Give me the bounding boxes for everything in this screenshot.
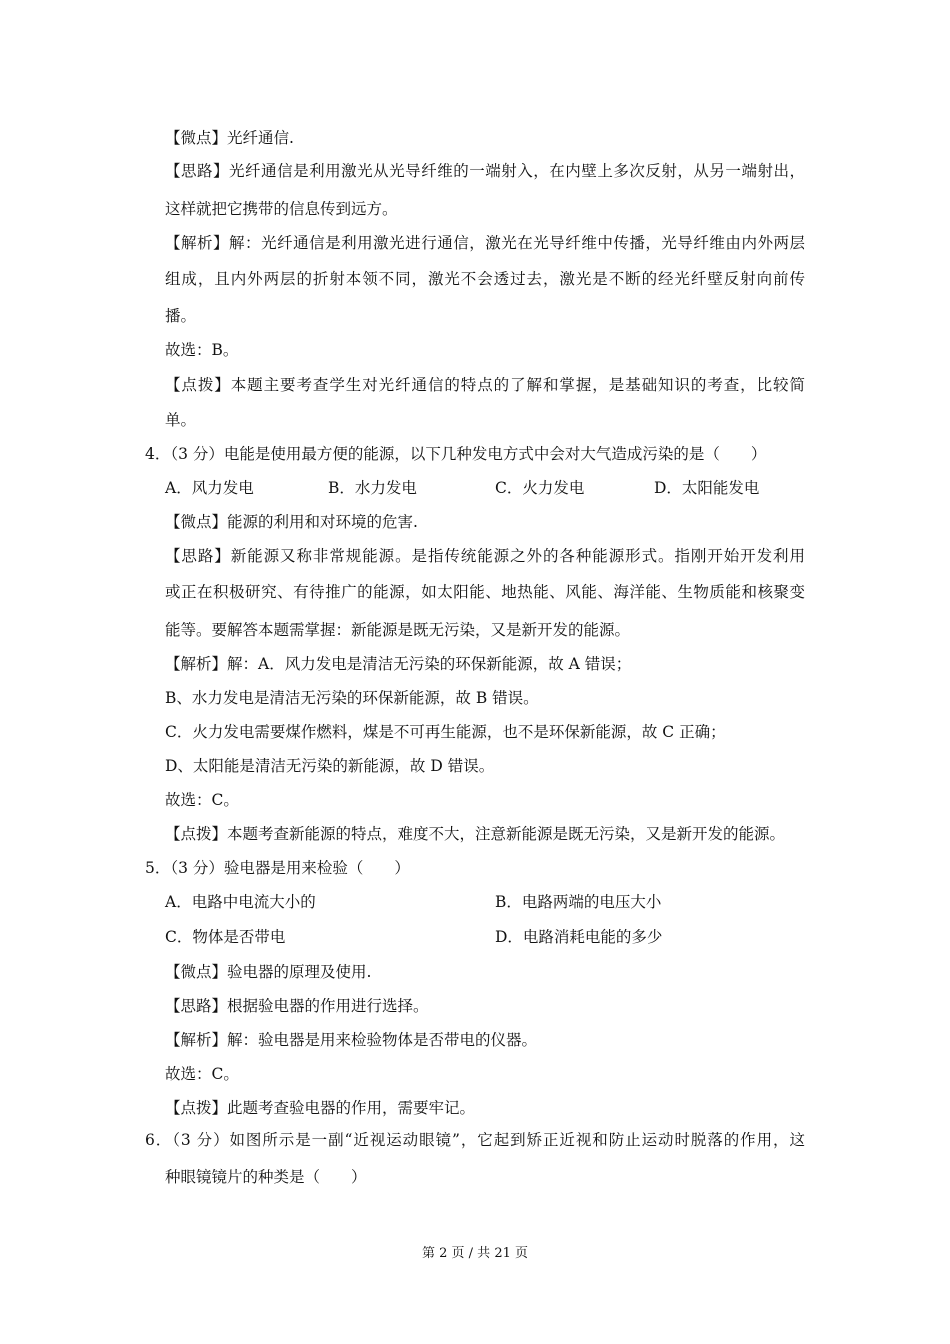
page-footer: 第 2 页 / 共 21 页 bbox=[422, 1246, 528, 1261]
q5-option-b: B．电路两端的电压大小 bbox=[495, 893, 662, 911]
knowledge-point: 【微点】验电器的原理及使用. bbox=[165, 963, 372, 981]
analysis-line: 【解析】解：光纤通信是利用激光进行通信，激光在光导纤维中传播，光导纤维由内外两层 bbox=[165, 234, 805, 252]
question-4-stem: 4．（3 分）电能是使用最方便的能源，以下几种发电方式中会对大气造成污染的是（ ） bbox=[145, 445, 767, 463]
q5-option-c: C．物体是否带电 bbox=[165, 928, 286, 946]
q4-option-a: A．风力发电 bbox=[165, 479, 254, 497]
comment-line: 单。 bbox=[165, 411, 197, 429]
comment-line: 【点拨】本题考查新能源的特点，难度不大，注意新能源是既无污染，又是新开发的能源。 bbox=[165, 825, 786, 843]
q4-option-b: B．水力发电 bbox=[328, 479, 417, 497]
question-6-stem: 6．（3 分）如图所示是一副“近视运动眼镜”，它起到矫正近视和防止运动时脱落的作用，这 bbox=[145, 1131, 805, 1149]
knowledge-point: 【微点】光纤通信. bbox=[165, 129, 294, 147]
analysis-line: C．火力发电需要煤作燃料，煤是不可再生能源，也不是环保新能源，故 C 正确； bbox=[165, 723, 726, 741]
analysis-line: 【解析】解：验电器是用来检验物体是否带电的仪器。 bbox=[165, 1031, 538, 1049]
analysis-line: 【解析】解：A．风力发电是清洁无污染的环保新能源，故 A 错误； bbox=[165, 655, 632, 673]
analysis-line: 组成，且内外两层的折射本领不同，激光不会透过去，激光是不断的经光纤壁反射向前传 bbox=[165, 270, 805, 288]
approach-line: 或正在积极研究、有待推广的能源，如太阳能、地热能、风能、海洋能、生物质能和核聚变 bbox=[165, 583, 805, 601]
approach-line: 【思路】新能源又称非常规能源。是指传统能源之外的各种能源形式。指刚开始开发利用 bbox=[165, 547, 805, 565]
q4-option-d: D．太阳能发电 bbox=[654, 479, 760, 497]
answer-line: 故选：C。 bbox=[165, 791, 239, 809]
answer-line: 故选：C。 bbox=[165, 1065, 239, 1083]
approach-line: 这样就把它携带的信息传到远方。 bbox=[165, 200, 398, 218]
question-5-stem: 5．（3 分）验电器是用来检验（ ） bbox=[145, 859, 410, 877]
question-6-stem-continued: 种眼镜镜片的种类是（ ） bbox=[165, 1168, 367, 1186]
q5-option-d: D．电路消耗电能的多少 bbox=[495, 928, 663, 946]
approach-line: 【思路】根据验电器的作用进行选择。 bbox=[165, 997, 429, 1015]
q4-option-c: C．火力发电 bbox=[495, 479, 585, 497]
analysis-line: B、水力发电是清洁无污染的环保新能源，故 B 错误。 bbox=[165, 689, 539, 707]
knowledge-point: 【微点】能源的利用和对环境的危害. bbox=[165, 513, 418, 531]
q5-option-a: A．电路中电流大小的 bbox=[165, 893, 316, 911]
answer-line: 故选：B。 bbox=[165, 341, 239, 359]
approach-line: 能等。要解答本题需掌握：新能源是既无污染，又是新开发的能源。 bbox=[165, 621, 631, 639]
approach-line: 【思路】光纤通信是利用激光从光导纤维的一端射入，在内壁上多次反射，从另一端射出， bbox=[165, 162, 805, 180]
analysis-line: D、太阳能是清洁无污染的新能源，故 D 错误。 bbox=[165, 757, 495, 775]
analysis-line: 播。 bbox=[165, 307, 197, 325]
comment-line: 【点拨】本题主要考查学生对光纤通信的特点的了解和掌握，是基础知识的考查，比较简 bbox=[165, 376, 805, 394]
comment-line: 【点拨】此题考查验电器的作用，需要牢记。 bbox=[165, 1099, 476, 1117]
